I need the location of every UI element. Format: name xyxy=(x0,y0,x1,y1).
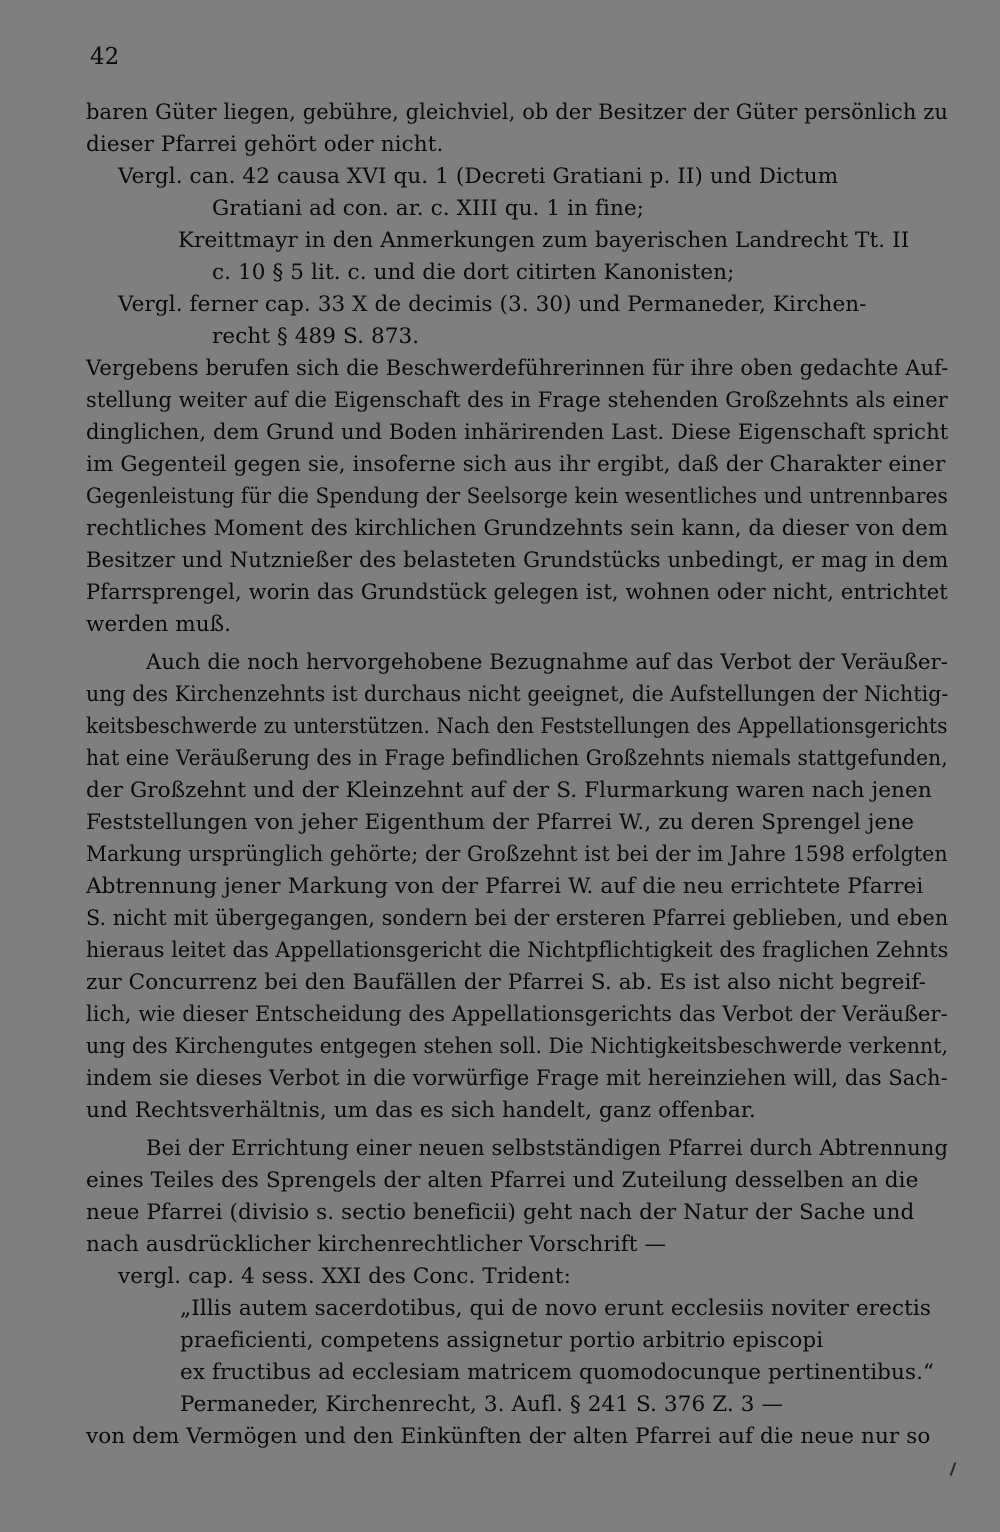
text-line: Bei der Errichtung einer neuen selbstständigen Pfarrei durch Abtrennung xyxy=(146,1136,949,1161)
text-line: baren Güter liegen, gebühre, gleichviel, ob der Besitzer der Güter persönlich zu xyxy=(86,100,948,125)
text-line: vergl. cap. 4 sess. XXI des Conc. Trident: xyxy=(118,1264,571,1289)
text-line: c. 10 § 5 lit. c. und die dort citirten Kanonisten; xyxy=(212,260,735,285)
text-line: lich, wie dieser Entscheidung des Appellationsgerichts das Verbot der Veräußer- xyxy=(86,1002,948,1027)
scan-mark xyxy=(950,1462,957,1476)
text-line: hieraus leitet das Appellationsgericht die Nichtpflichtigkeit des fraglichen Zehnts xyxy=(86,938,949,963)
text-line: ung des Kirchengutes entgegen stehen soll. Die Nichtigkeitsbeschwerde verkennt, xyxy=(86,1034,949,1059)
text-line: dinglichen, dem Grund und Boden inhärirenden Last. Diese Eigenschaft spricht xyxy=(86,420,949,445)
text-line: nach ausdrücklicher kirchenrechtlicher Vorschrift — xyxy=(86,1232,667,1257)
text-line: hat eine Veräußerung des in Frage befindlichen Großzehnts niemals stattgefunden, xyxy=(86,746,948,771)
text-line: keitsbeschwerde zu unterstützen. Nach den Feststellungen des Appellationsgerichts xyxy=(86,714,948,739)
text-line: Vergl. can. 42 causa XVI qu. 1 (Decreti Gratiani p. II) und Dictum xyxy=(118,164,839,189)
text-line: Gegenleistung für die Spendung der Seelsorge kein wesentliches und untrennbares xyxy=(86,484,948,509)
text-line: Besitzer und Nutznießer des belasteten Grundstücks unbedingt, er mag in dem xyxy=(86,548,949,573)
text-line: Vergebens berufen sich die Beschwerdeführerinnen für ihre oben gedachte Auf- xyxy=(86,356,949,381)
text-line: der Großzehnt und der Kleinzehnt auf der S. Flurmarkung waren nach jenen xyxy=(86,778,932,803)
text-line: Kreittmayr in den Anmerkungen zum bayerischen Landrecht Tt. II xyxy=(178,228,910,253)
text-line: praeficienti, competens assignetur portio arbitrio episcopi xyxy=(180,1328,824,1353)
text-line: Permaneder, Kirchenrecht, 3. Aufl. § 241 S. 376 Z. 3 — xyxy=(180,1392,784,1417)
text-line: ung des Kirchenzehnts ist durchaus nicht geeignet, die Aufstellungen der Nichtig- xyxy=(86,682,949,707)
text-line: rechtliches Moment des kirchlichen Grundzehnts sein kann, da dieser von dem xyxy=(86,516,949,541)
text-line: indem sie dieses Verbot in die vorwürfige Frage mit hereinziehen will, das Sach- xyxy=(86,1066,948,1091)
text-line: Vergl. ferner cap. 33 X de decimis (3. 30) und Permaneder, Kirchen- xyxy=(118,292,867,317)
text-line: „Illis autem sacerdotibus, qui de novo erunt ecclesiis noviter erectis xyxy=(180,1296,931,1321)
text-line: Abtrennung jener Markung von der Pfarrei W. auf die neu errichtete Pfarrei xyxy=(86,874,924,899)
text-line: zur Concurrenz bei den Baufällen der Pfarrei S. ab. Es ist also nicht begreif- xyxy=(86,970,927,995)
text-line: und Rechtsverhältnis, um das es sich handelt, ganz offenbar. xyxy=(86,1098,756,1123)
text-line: Feststellungen von jeher Eigenthum der Pfarrei W., zu deren Sprengel jene xyxy=(86,810,915,835)
text-line: Gratiani ad con. ar. c. XIII qu. 1 in fine; xyxy=(212,196,645,221)
text-line: Auch die noch hervorgehobene Bezugnahme auf das Verbot der Veräußer- xyxy=(146,650,948,675)
text-line: S. nicht mit übergegangen, sondern bei der ersteren Pfarrei geblieben, und eben xyxy=(86,906,949,931)
text-line: im Gegenteil gegen sie, insoferne sich aus ihr ergibt, daß der Charakter einer xyxy=(86,452,946,477)
text-line: werden muß. xyxy=(86,612,232,637)
text-line: recht § 489 S. 873. xyxy=(212,324,420,349)
text-line: Markung ursprünglich gehörte; der Großzehnt ist bei der im Jahre 1598 erfolgten xyxy=(86,842,948,867)
text-line: ex fructibus ad ecclesiam matricem quomodocunque pertinentibus.“ xyxy=(180,1360,935,1385)
text-line: neue Pfarrei (divisio s. sectio beneficii) geht nach der Natur der Sache und xyxy=(86,1200,915,1225)
text-line: von dem Vermögen und den Einkünften der alten Pfarrei auf die neue nur so xyxy=(86,1424,931,1449)
text-line: dieser Pfarrei gehört oder nicht. xyxy=(86,132,444,157)
text-line: Pfarrsprengel, worin das Grundstück gelegen ist, wohnen oder nicht, entrichtet xyxy=(86,580,948,605)
page-number: 42 xyxy=(90,44,120,70)
text-line: eines Teiles des Sprengels der alten Pfarrei und Zuteilung desselben an die xyxy=(86,1168,919,1193)
text-line: stellung weiter auf die Eigenschaft des in Frage stehenden Großzehnts als einer xyxy=(86,388,948,413)
